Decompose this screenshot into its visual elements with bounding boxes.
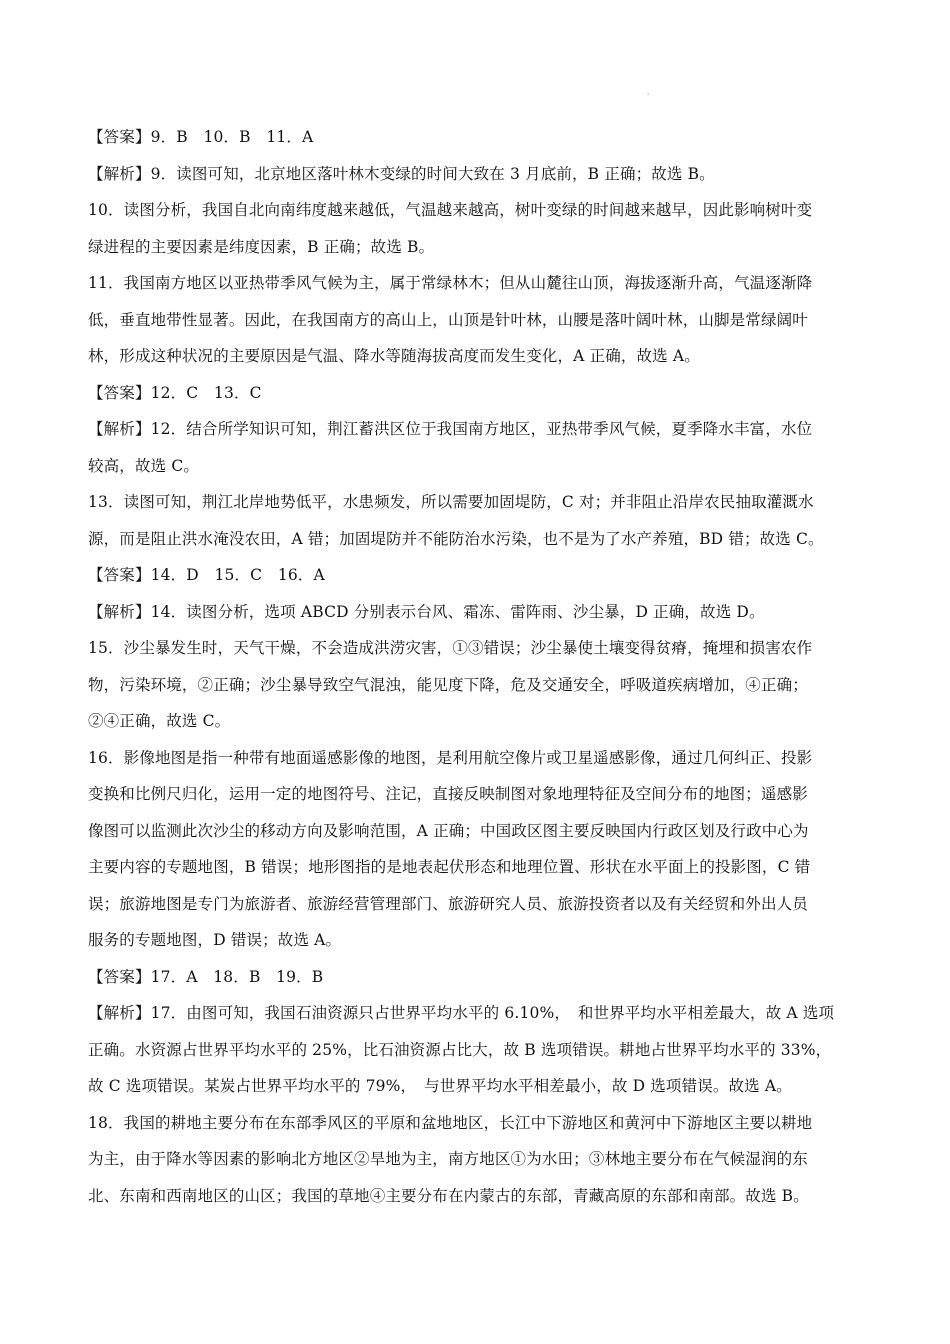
analysis-line: 正确。水资源占世界平均水平的 25%，比石油资源占比大，故 B 选项错误。耕地占世界平均水平的 33%， [88,1040,832,1059]
analysis-line: 故 C 选项错误。某炭占世界平均水平的 79%， 与世界平均水平相差最小，故 D 选项错误。故选 A。 [88,1077,792,1095]
analysis-line: 15．沙尘暴发生时，天气干燥，不会造成洪涝灾害，①③错误；沙尘暴使土壤变得贫瘠，掩埋和损害农作 [88,639,813,657]
answer-line-9-11: 【答案】9．B 10．B 11．A [88,128,314,146]
analysis-line: 林，形成这种状况的主要原因是气温、降水等随海拔高度而发生变化，A 正确，故选 A。 [88,347,700,365]
answer-line-12-13: 【答案】12．C 13．C [88,383,262,402]
analysis-line: 源，而是阻止洪水淹没农田，A 错；加固堤防并不能防治水污染，也不是为了水产养殖，BD 错；故选 C。 [88,529,824,548]
document-body [88,119,863,1214]
analysis-line: 北、东南和西南地区的山区；我国的草地④主要分布在内蒙古的东部，青藏高原的东部和南部。故选 B。 [88,1186,809,1205]
analysis-line: 变换和比例尺归化，运用一定的地图符号、注记，直接反映制图对象地理特征及空间分布的地图；遥感影 [88,785,808,803]
analysis-line: 物，污染环境，②正确；沙尘暴导致空气混浊，能见度下降，危及交通安全，呼吸道疾病增加，④正确； [88,675,808,694]
analysis-line: 【解析】17．由图可知，我国石油资源只占世界平均水平的 6.10%， 和世界平均水平相差最大，故 A 选项 [88,1004,835,1022]
answer-line-14-16: 【答案】14．D 15．C 16．A [88,566,325,584]
analysis-line: 16．影像地图是指一种带有地面遥感影像的地图，是利用航空像片或卫星遥感影像，通过几何纠正、投影 [88,748,813,767]
analysis-line: 低，垂直地带性显著。因此，在我国南方的高山上，山顶是针叶林，山腰是落叶阔叶林，山脚是常绿阔叶 [88,310,808,329]
analysis-line: 【解析】14．读图分析，选项 ABCD 分别表示台风、霜冻、雷阵雨、沙尘暴，D 正确，故选 D。 [88,602,765,621]
analysis-line: ②④正确，故选 C。 [88,712,231,730]
analysis-line: 为主，由于降水等因素的影响北方地区②旱地为主，南方地区①为水田；③林地主要分布在气候湿润的东 [88,1150,808,1168]
analysis-line: 误；旅游地图是专门为旅游者、旅游经营管理部门、旅游研究人员、旅游投资者以及有关经贸和外出人员 [88,894,808,913]
analysis-line: 绿进程的主要因素是纬度因素，B 正确；故选 B。 [88,237,435,256]
analysis-line: 像图可以监测此次沙尘的移动方向及影响范围，A 正确；中国政区图主要反映国内行政区划及行政中心为 [88,821,809,840]
analysis-line: 服务的专题地图，D 错误；故选 A。 [88,931,342,949]
page-mark: ' [647,92,650,101]
analysis-line: 主要内容的专题地图，B 错误；地形图指的是地表起伏形态和地理位置、形状在水平面上的投影图，C 错 [88,858,811,876]
answer-line-17-19: 【答案】17．A 18．B 19．B [88,967,324,986]
analysis-line: 10．读图分析，我国自北向南纬度越来越低，气温越来越高，树叶变绿的时间越来越早，因此影响树叶变 [88,201,813,219]
analysis-line: 较高，故选 C。 [88,456,199,475]
analysis-line: 13．读图可知，荆江北岸地势低平，水患频发，所以需要加固堤防，C 对；并非阻止沿岸农民抽取灌溉水 [88,493,814,511]
analysis-line: 11．我国南方地区以亚热带季风气候为主，属于常绿林木；但从山麓往山顶，海拔逐渐升高，气温逐渐降 [88,274,813,292]
analysis-line: 18．我国的耕地主要分布在东部季风区的平原和盆地地区，长江中下游地区和黄河中下游地区主要以耕地 [88,1113,813,1132]
analysis-line: 【解析】9．读图可知，北京地区落叶林木变绿的时间大致在 3 月底前，B 正确；故选 B。 [88,164,715,183]
analysis-line: 【解析】12．结合所学知识可知，荆江蓄洪区位于我国南方地区，亚热带季风气候，夏季降水丰富，水位 [88,420,813,438]
